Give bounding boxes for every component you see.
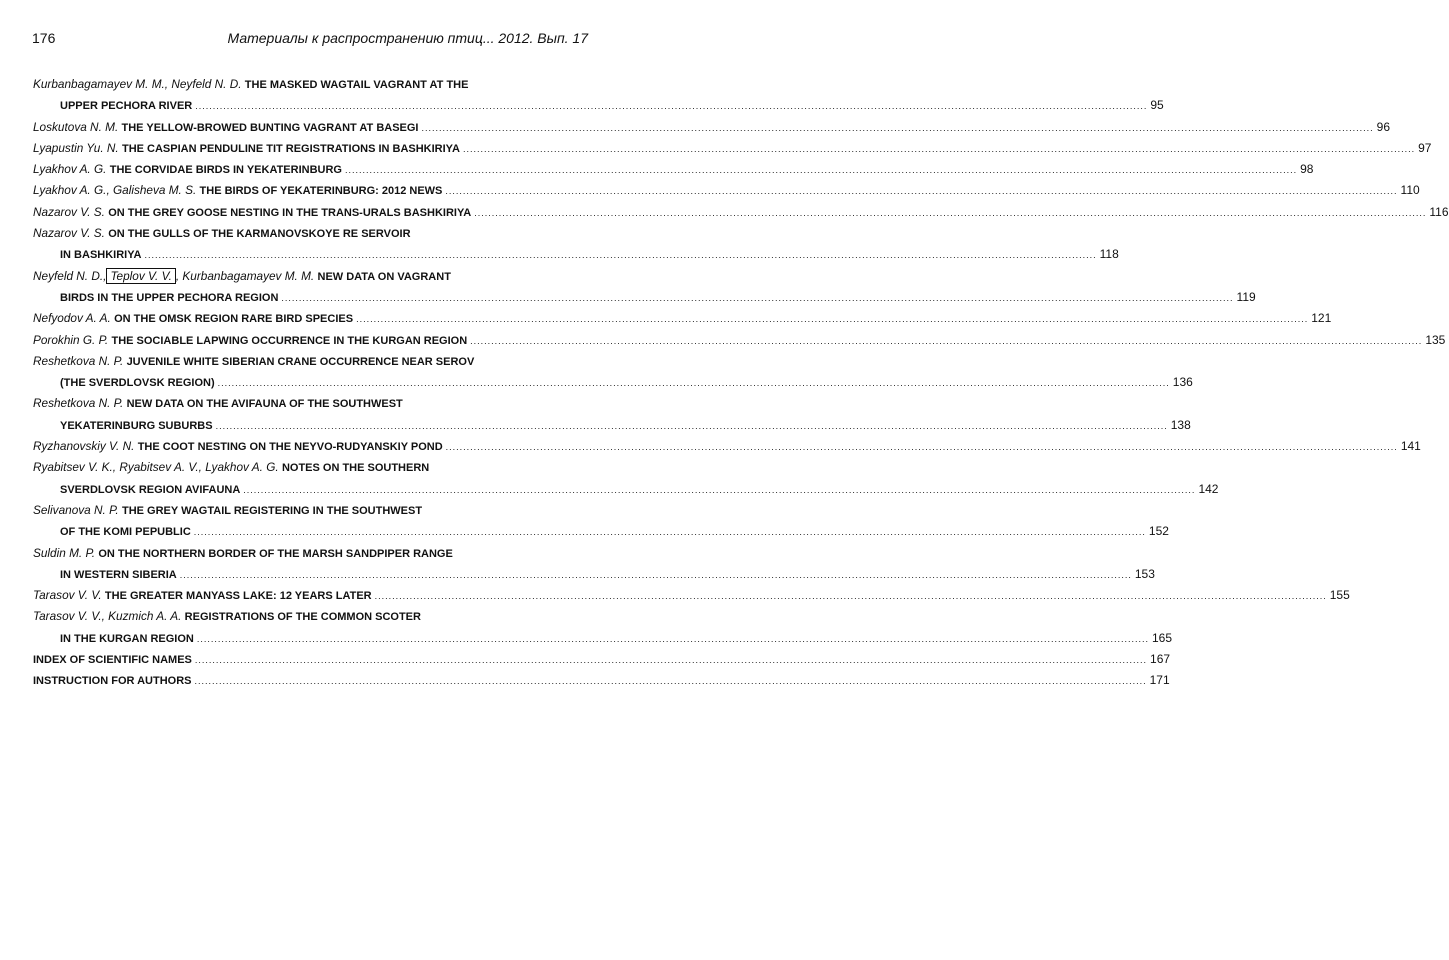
toc-entry-line bbox=[33, 287, 1256, 308]
dot-leader bbox=[463, 139, 1415, 160]
entry-authors: Nefyodov A. A. bbox=[33, 311, 111, 326]
entry-authors: Reshetkova N. P. bbox=[33, 353, 124, 368]
entry-title: ON THE GULLS OF THE KARMANOVSKOYE RE SERVOIR bbox=[108, 228, 411, 241]
entry-page: 97 bbox=[1418, 140, 1432, 155]
toc-entry-line bbox=[33, 393, 589, 414]
running-header bbox=[32, 30, 588, 50]
entry-page: 152 bbox=[1148, 524, 1169, 539]
dot-leader bbox=[422, 118, 1374, 139]
dot-leader bbox=[197, 629, 1149, 650]
toc-entry-line bbox=[33, 500, 589, 521]
toc-entry-line bbox=[33, 479, 1219, 500]
toc-entry-line bbox=[33, 628, 1173, 649]
entry-page: 155 bbox=[1329, 588, 1350, 603]
toc-entry-line bbox=[33, 606, 589, 627]
toc-entry-line bbox=[33, 244, 1119, 265]
running-title: Материалы к распространению птиц... 2012. Вып. 17 bbox=[227, 30, 588, 46]
entry-title: REGISTRATIONS OF THE COMMON SCOTER bbox=[184, 611, 421, 624]
entry-title: THE SOCIABLE LAPWING OCCURRENCE IN THE KURGAN REGION bbox=[111, 334, 468, 347]
toc-entry-line bbox=[33, 202, 1449, 223]
entry-title: NEW DATA ON THE AVIFAUNA OF THE SOUTHWEST bbox=[126, 398, 403, 411]
dot-leader bbox=[356, 309, 1308, 330]
toc-entry-line bbox=[33, 180, 1420, 201]
dot-leader bbox=[194, 671, 1146, 692]
entry-title: JUVENILE WHITE SIBERIAN CRANE OCCURRENCE NEAR SEROV bbox=[126, 355, 475, 368]
entry-title: ON THE OMSK REGION RARE BIRD SPECIES bbox=[114, 313, 354, 326]
dot-leader bbox=[375, 586, 1327, 607]
toc-entry-line bbox=[33, 585, 1350, 606]
toc-entry-line bbox=[33, 436, 1421, 457]
entry-page: 165 bbox=[1151, 630, 1173, 645]
entry-title: THE MASKED WAGTAIL VAGRANT AT THE bbox=[244, 79, 469, 91]
toc-entry-line bbox=[33, 159, 1314, 180]
entry-title: THE BIRDS OF YEKATERINBURG: 2012 NEWS bbox=[199, 185, 443, 198]
entry-title: BIRDS IN THE UPPER PECHORA REGION bbox=[60, 291, 279, 304]
entry-authors: Neyfeld N. D., bbox=[33, 268, 107, 283]
entry-page: 136 bbox=[1172, 375, 1193, 390]
entry-page: 95 bbox=[1150, 98, 1164, 113]
entry-title: THE GREY WAGTAIL REGISTERING IN THE SOUTHWEST bbox=[121, 504, 423, 517]
entry-authors: Ryabitsev V. K., Ryabitsev A. V., Lyakhov A. G. bbox=[33, 460, 279, 475]
entry-title: YEKATERINBURG SUBURBS bbox=[60, 419, 213, 432]
entry-authors: Loskutova N. M. bbox=[33, 119, 119, 134]
toc-entry-line bbox=[33, 457, 589, 478]
entry-title: ON THE GREY GOOSE NESTING IN THE TRANS-URALS BASHKIRIYA bbox=[108, 206, 472, 219]
entry-authors: Nazarov V. S. bbox=[33, 204, 105, 219]
entry-page: 171 bbox=[1149, 673, 1170, 688]
page-number: 176 bbox=[32, 30, 56, 46]
entry-title: THE CASPIAN PENDULINE TIT REGISTRATIONS IN BASHKIRIYA bbox=[121, 142, 460, 155]
entry-authors: Selivanova N. P. bbox=[33, 502, 119, 517]
entry-title: OF THE KOMI PEPUBLIC bbox=[60, 526, 191, 539]
entry-title: NEW DATA ON VAGRANT bbox=[317, 270, 451, 283]
entry-page: 138 bbox=[1170, 417, 1191, 432]
toc-entry-line bbox=[33, 117, 1390, 138]
toc-entry-line bbox=[33, 415, 1191, 436]
entry-authors: Lyapustin Yu. N. bbox=[33, 140, 119, 155]
toc-entry-line bbox=[33, 308, 1332, 329]
toc-entry-line bbox=[33, 649, 1171, 670]
dot-leader bbox=[470, 331, 1422, 352]
entry-title: UPPER PECHORA RIVER bbox=[60, 100, 193, 113]
toc-entry-line bbox=[33, 330, 1446, 351]
entry-page: 119 bbox=[1236, 289, 1256, 304]
entry-title: (THE SVERDLOVSK REGION) bbox=[60, 377, 215, 390]
entry-title: IN WESTERN SIBERIA bbox=[60, 568, 177, 581]
entry-page: 118 bbox=[1099, 247, 1119, 262]
dot-leader bbox=[145, 245, 1097, 266]
entry-page: 110 bbox=[1400, 183, 1420, 198]
entry-authors: Lyakhov A. G., Galisheva M. S. bbox=[33, 183, 197, 198]
entry-page: 135 bbox=[1425, 332, 1446, 347]
entry-title: IN THE KURGAN REGION bbox=[60, 632, 194, 645]
dot-leader bbox=[218, 373, 1170, 394]
dot-leader bbox=[180, 565, 1132, 586]
entry-title: INSTRUCTION FOR AUTHORS bbox=[33, 675, 192, 688]
entry-page: 141 bbox=[1400, 439, 1421, 454]
entry-authors: Kurbanbagamayev M. M., Neyfeld N. D. bbox=[33, 77, 242, 91]
toc-entry-line bbox=[33, 351, 589, 372]
entry-page: 98 bbox=[1300, 162, 1314, 177]
dot-leader bbox=[446, 437, 1398, 458]
entry-authors: Lyakhov A. G. bbox=[33, 162, 107, 177]
entry-authors: Reshetkova N. P. bbox=[33, 396, 124, 411]
entry-title: THE YELLOW-BROWED BUNTING VAGRANT AT BASEGI bbox=[121, 121, 419, 134]
entry-authors: Ryzhanovskiy V. N. bbox=[33, 439, 135, 454]
entry-page: 96 bbox=[1376, 119, 1390, 134]
dot-leader bbox=[195, 96, 1147, 117]
dot-leader bbox=[243, 480, 1195, 501]
entry-authors: Nazarov V. S. bbox=[33, 226, 105, 241]
highlighted-author-box: Teplov V. V. bbox=[106, 268, 175, 284]
toc-entry-line bbox=[33, 372, 1193, 393]
entry-title: IN BASHKIRIYA bbox=[60, 249, 142, 262]
entry-page: 153 bbox=[1134, 566, 1155, 581]
toc-entry-line bbox=[33, 266, 589, 287]
toc-entry-line bbox=[33, 138, 1432, 159]
entry-authors: Tarasov V. V., Kuzmich A. A. bbox=[33, 609, 182, 624]
entry-title: THE CORVIDAE BIRDS IN YEKATERINBURG bbox=[109, 164, 342, 177]
entry-authors: Tarasov V. V. bbox=[33, 588, 102, 603]
entry-title: ON THE NORTHERN BORDER OF THE MARSH SANDPIPER RANGE bbox=[98, 547, 453, 560]
entry-title: THE COOT NESTING ON THE NEYVO-RUDYANSKIY POND bbox=[137, 441, 443, 454]
entry-page: 116 bbox=[1429, 204, 1449, 219]
dot-leader bbox=[445, 181, 1397, 202]
entry-authors: Porokhin G. P. bbox=[33, 332, 109, 347]
dot-leader bbox=[474, 203, 1426, 224]
entry-title: THE GREATER MANYASS LAKE: 12 YEARS LATER bbox=[104, 590, 372, 603]
entry-authors: Suldin M. P. bbox=[33, 545, 96, 560]
entry-page: 121 bbox=[1311, 311, 1332, 326]
toc-entry-line bbox=[33, 670, 1170, 691]
entry-page: 142 bbox=[1198, 481, 1219, 496]
dot-leader bbox=[345, 160, 1297, 181]
entry-page: 167 bbox=[1150, 652, 1171, 667]
table-of-contents bbox=[33, 74, 1449, 692]
entry-title: INDEX OF SCIENTIFIC NAMES bbox=[33, 654, 192, 667]
entry-title: SVERDLOVSK REGION AVIFAUNA bbox=[60, 483, 241, 496]
toc-entry-line bbox=[33, 95, 1164, 116]
toc-entry-line bbox=[33, 74, 589, 95]
dot-leader bbox=[194, 522, 1146, 543]
dot-leader bbox=[195, 650, 1147, 671]
toc-entry-line bbox=[33, 521, 1169, 542]
entry-title: NOTES ON THE SOUTHERN bbox=[281, 462, 430, 475]
dot-leader bbox=[281, 288, 1233, 309]
dot-leader bbox=[216, 416, 1168, 437]
toc-entry-line bbox=[33, 223, 589, 244]
toc-entry-line bbox=[33, 543, 589, 564]
entry-authors: , Kurbanbagamayev M. M. bbox=[175, 268, 315, 283]
toc-entry-line bbox=[33, 564, 1155, 585]
